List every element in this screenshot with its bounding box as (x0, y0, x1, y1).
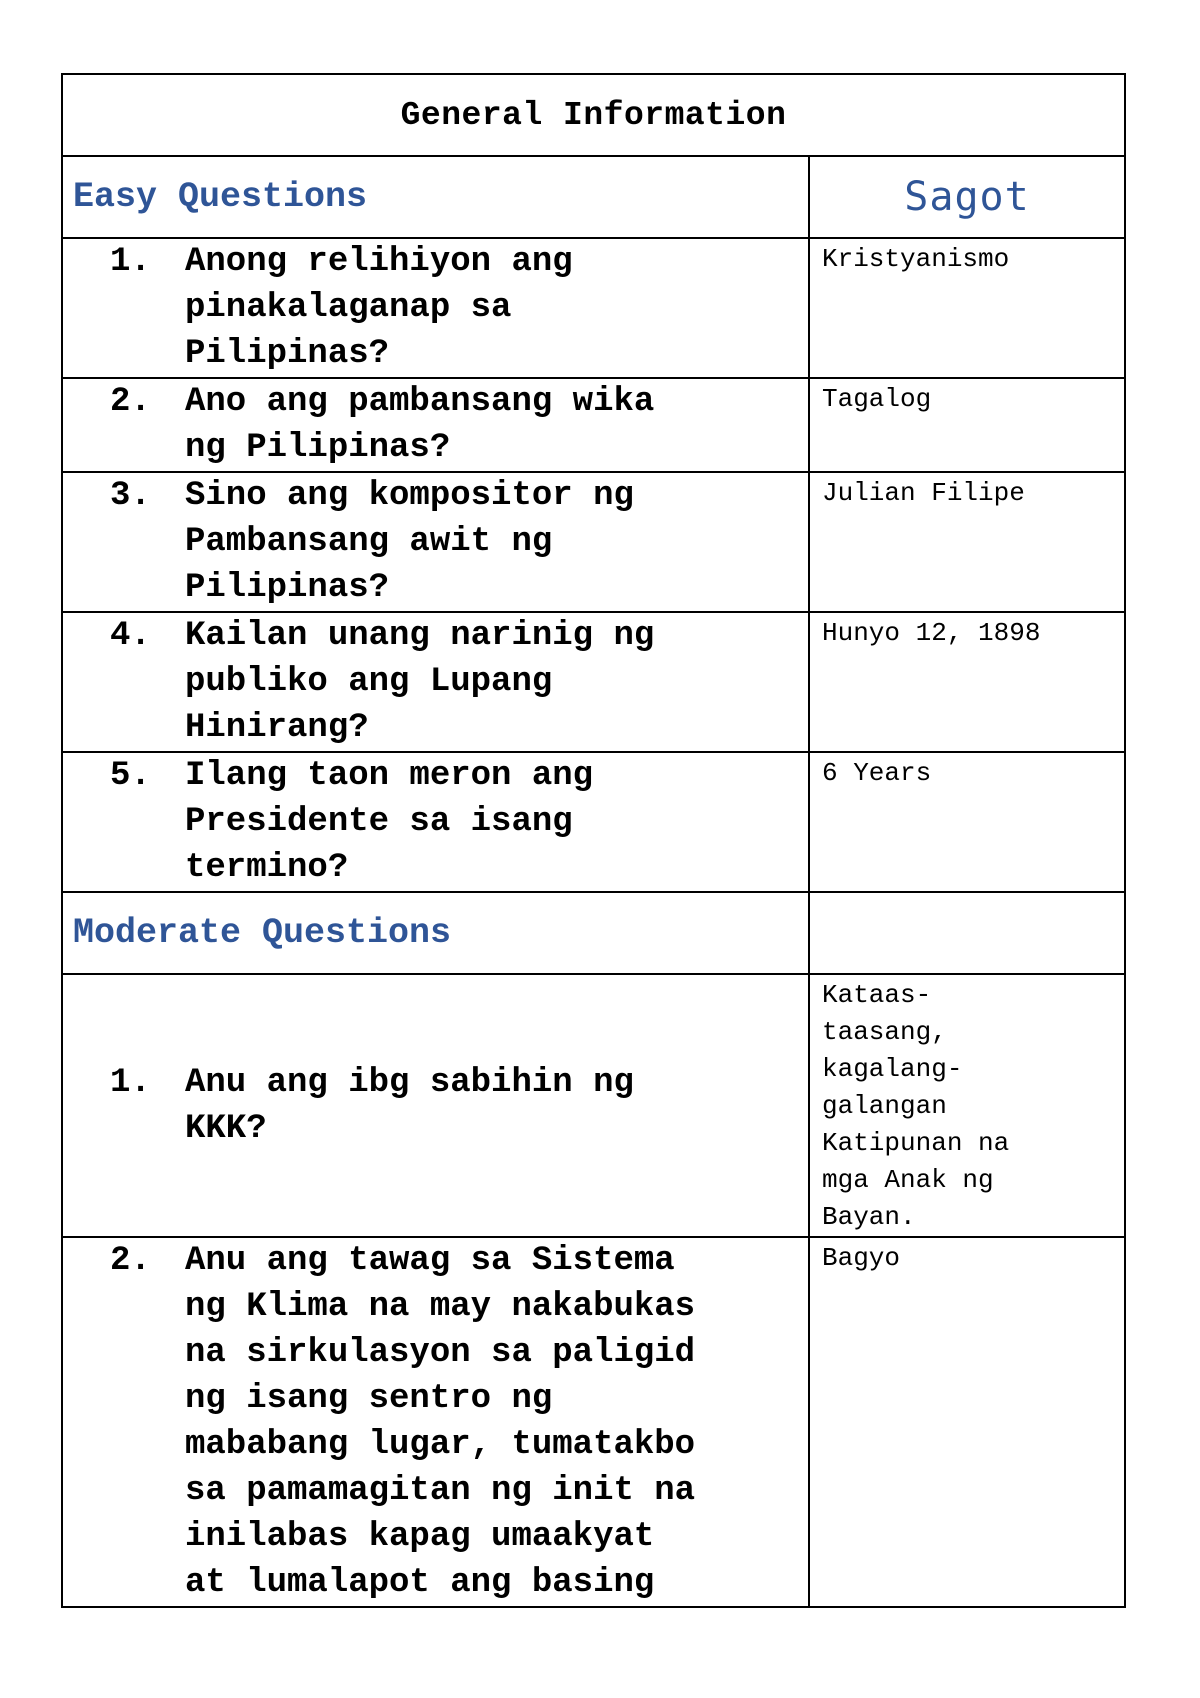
question-cell (62, 752, 809, 892)
question-text: Ilang taon meron ang Presidente sa isang termino? (185, 757, 594, 887)
question-cell (62, 974, 809, 1237)
easy-questions-heading: Easy Questions (62, 156, 809, 238)
question-number: 1. (110, 243, 151, 281)
question-number: 3. (110, 477, 151, 515)
question-cell (62, 1237, 809, 1607)
question-number: 1. (110, 1063, 151, 1102)
moderate-questions-heading: Moderate Questions (62, 892, 809, 974)
easy-header-row (62, 156, 1125, 238)
table-row (62, 752, 1125, 892)
table-row (62, 1237, 1125, 1607)
answer-cell: Julian Filipe (809, 472, 1125, 612)
table-row (62, 472, 1125, 612)
empty-answer-header (809, 892, 1125, 974)
answer-cell: Tagalog (809, 378, 1125, 472)
question-number: 5. (110, 757, 151, 795)
quiz-table (61, 73, 1126, 1608)
table-row (62, 974, 1125, 1237)
moderate-header-row (62, 892, 1125, 974)
question-text: Kailan unang narinig ng publiko ang Lupang Hinirang? (185, 617, 655, 747)
table-row (62, 612, 1125, 752)
question-text: Ano ang pambansang wika ng Pilipinas? (185, 383, 655, 467)
table-row (62, 238, 1125, 378)
question-cell (62, 238, 809, 378)
answer-cell: 6 Years (809, 752, 1125, 892)
question-text: Anu ang ibg sabihin ng KKK? (185, 1063, 634, 1148)
question-cell (62, 472, 809, 612)
answer-cell: Hunyo 12, 1898 (809, 612, 1125, 752)
question-text: Sino ang kompositor ng Pambansang awit ng Pilipinas? (185, 477, 634, 607)
question-wrap (63, 1060, 808, 1152)
title-row (62, 74, 1125, 156)
sagot-heading: Sagot (809, 156, 1125, 238)
question-number: 2. (110, 383, 151, 421)
answer-cell: Kataas- taasang, kagalang- galangan Katipunan na mga Anak ng Bayan. (809, 974, 1125, 1237)
table-row (62, 378, 1125, 472)
question-text: Anu ang tawag sa Sistema ng Klima na may nakabukas na sirkulasyon sa paligid ng isang sentro ng mababang lugar, tumatakbo sa pamamagitan ng init na inilabas kapag umaakyat at lumalapot ang basing (185, 1242, 696, 1602)
answer-cell: Bagyo (809, 1237, 1125, 1607)
answer-cell: Kristyanismo (809, 238, 1125, 378)
question-number: 4. (110, 617, 151, 655)
table-title: General Information (62, 74, 1125, 156)
question-cell (62, 378, 809, 472)
question-cell (62, 612, 809, 752)
question-number: 2. (110, 1242, 151, 1280)
question-text: Anong relihiyon ang pinakalaganap sa Pilipinas? (185, 243, 573, 373)
